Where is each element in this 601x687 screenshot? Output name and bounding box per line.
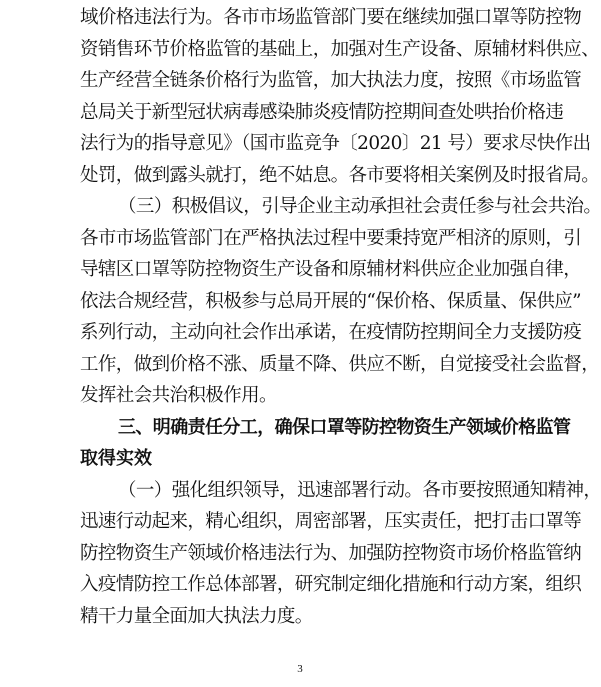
body-text-line: 导辖区口罩等防控物资生产设备和原辅材料供应企业加强自律， bbox=[80, 259, 582, 280]
body-text-line: 发挥社会共治积极作用。 bbox=[80, 385, 277, 406]
body-text-line: 依法合规经营，积极参与总局开展的“保价格、保质量、保供应” bbox=[80, 290, 582, 312]
subsection-heading: （三）积极倡议，引导企业主动承担社会责任参与社会共治。 bbox=[118, 196, 601, 217]
body-text-line: 入疫情防控工作总体部署，研究制定细化措施和行动方案，组织 bbox=[80, 574, 582, 595]
body-text-line: 迅速行动起来，精心组织，周密部署，压实责任，把打击口罩等 bbox=[80, 511, 582, 532]
body-text-line: 工作，做到价格不涨、质量不降、供应不断，自觉接受社会监督， bbox=[80, 353, 600, 375]
body-text-line: 精干力量全面加大执法力度。 bbox=[80, 605, 313, 627]
section-heading-continued: 取得实效 bbox=[80, 448, 152, 469]
body-text-line: 防控物资生产领域价格违法行为、加强防控物资市场价格监管纳 bbox=[80, 542, 582, 564]
body-text-line: 生产经营全链条价格行为监管，加大执法力度，按照《市场监管 bbox=[80, 70, 582, 91]
body-text-line: 资销售环节价格监管的基础上，加强对生产设备、原辅材料供应、 bbox=[80, 38, 600, 60]
body-text-line: 法行为的指导意见》（国市监竞争〔2020〕21 号）要求尽快作出 bbox=[80, 133, 591, 154]
page-number: 3 bbox=[297, 663, 303, 675]
body-text-line: 各市市场监管部门在严格执法过程中要秉持宽严相济的原则，引 bbox=[80, 227, 582, 249]
body-text-line: 总局关于新型冠状病毒感染肺炎疫情防控期间查处哄抬价格违 bbox=[80, 101, 564, 123]
body-text-line: 域价格违法行为。各市市场监管部门要在继续加强口罩等防控物 bbox=[80, 7, 582, 28]
body-text-line: 处罚，做到露头就打，绝不姑息。各市要将相关案例及时报省局。 bbox=[80, 164, 600, 186]
body-text-line: 系列行动，主动向社会作出承诺，在疫情防控期间全力支援防疫 bbox=[80, 322, 582, 343]
section-heading: 三、明确责任分工，确保口罩等防控物资生产领域价格监管 bbox=[118, 416, 571, 438]
subsection-heading: （一）强化组织领导，迅速部署行动。各市要按照通知精神， bbox=[118, 479, 601, 501]
